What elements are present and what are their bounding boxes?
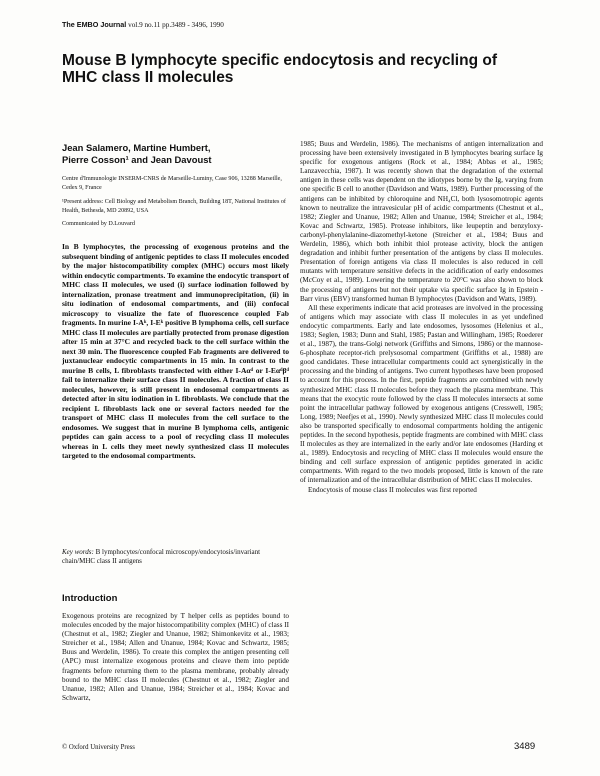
journal-name: The EMBO Journal	[62, 20, 127, 29]
introduction-heading: Introduction	[62, 593, 118, 604]
journal-citation: vol.9 no.11 pp.3489 - 3496, 1990	[126, 21, 224, 29]
present-address: ¹Present address: Cell Biology and Metabolism Branch, Building 18T, National Institutes of Health, Bethesda, MD 20892, USA	[62, 199, 286, 214]
author-list	[62, 142, 287, 166]
author-line-1: Jean Salamero, Martine Humbert,	[62, 142, 211, 153]
keywords	[62, 548, 289, 566]
right-column	[300, 140, 543, 495]
right-paragraph-1: 1985; Buus and Werdelin, 1986). The mechanisms of antigen internalization and processing have been extensively investigated in B lymphocytes bearing surface Ig specific for exogenous antigens (Rock et al., 1984; Abbas et al., 1985; Lanzavecchia, 1987). It was recently shown that the degradation of the external antigen in these cells was dependent on the idiotypes borne by the Ig, varying from one specific B cell to another (Davidson and Watts, 1989). Further processing of the antigens can be inhibited by chloroquine and NH₄Cl, both lysosomotropic agents known to neutralize the intravesicular pH of acidic compartments (Chestnut et al., 1982; Ziegler and Unanue, 1982; Allen and Unanue, 1984; Streicher et al., 1984; Kovac and Schwartz, 1985). Protease inhibitors, like leupeptin and benzyloxy-carbonyl-phenylalanine-diazomethyl-ketone (Streicher et al., 1984; Buus and Werdelin, 1986), which both inhibit thiol protease activity, block the antigen degradation and inhibit further presentation of the antigens by class II molecules. Presentation of foreign antigens via class II molecules is also reduced in cell mutants with temperature sensitive defects in the acidification of early endosomes (McCoy et al., 1989). Lowering the temperature to 20°C was also shown to block the processing of antigens but not their uptake via specific surface Ig in Epstein - Barr virus (EBV) transformed human B lymphocytes (Davidson and Watts, 1989).	[300, 140, 543, 303]
introduction-paragraph: Exogenous proteins are recognized by T helper cells as peptides bound to molecules encoded by the major histocompatibility complex (MHC) of class II (Chestnut et al., 1982; Ziegler and Unanue, 1982; Shimonkevitz et al., 1983; Streicher et al., 1984; Allen and Unanue, 1984; Kovac and Schwartz, 1985; Buus and Werdelin, 1986). To create this complex the antigen presenting cell (APC) must internalize exogenous proteins and cleave them into peptide fragments before returning them to the plasma membrane, probably already bound to the MHC class II molecules (Chestnut et al., 1982; Ziegler and Unanue, 1982; Allen and Unanue, 1984; Streicher et al., 1984; Kovac and Schwartz,	[62, 612, 289, 702]
right-paragraph-2: All these experiments indicate that acid proteases are involved in the processing of antigens which may associate with class II molecules in as yet undefined endocytic compartments. Early and late endosomes, lysosomes (Helenius et al., 1983; Seglen, 1983; Dunn and Stahl, 1985; Pastan and Willingham, 1985; Roederer et al., 1987), the trans-Golgi network (Griffiths and Simons, 1986) or the mannose-6-phosphate receptor-rich prelysosomal compartment (Griffiths et al., 1988) are good candidates. These intracellular compartments could act synergistically in the processing and the binding of antigens. Two current hypotheses have been proposed to account for this process. In the first, peptide fragments are combined with newly synthesized MHC class II molecules before they reach the plasma membrane. This means that the exocytic route followed by the class II molecules intersects at some point the intracellular pathway followed by exogenous antigens (Cresswell, 1985; Long, 1989; Neefjes et al., 1990). Newly synthesized MHC class II molecules could also be transported specifically to endosomal compartments holding the antigenic peptides. In the second hypothesis, peptide fragments are combined with MHC class II molecules as they are internalized in the early and/or late endosomes (Harding et al., 1989). Endocytosis and recycling of MHC class II molecules would ensure the binding and cell surface expression of antigenic peptides generated in acidic compartments. With regard to the two models proposed, little is known of the rate of internalization and of the intracellular distribution of MHC class II molecules.	[300, 303, 543, 485]
page-number: 3489	[514, 741, 536, 752]
author-line-2: Pierre Cosson¹ and Jean Davoust	[62, 154, 212, 165]
abstract: In B lymphocytes, the processing of exogenous proteins and the subsequent binding of antigenic peptides to class II molecules encoded by the major histocompatibility complex (MHC) occurs most likely within endocytic compartments. To examine the endocytic transport of MHC class II molecules, we used (i) surface iodination followed by internalization, pronase treatment and immunoprecipitation, (ii) in situ iodination of endosomal compartments, and (iii) confocal microscopy to visualize the fate of fluorescence coupled Fab fragments. In murine I-Aᵏ, I-Eᵏ positive B lymphoma cells, cell surface MHC class II molecules are partially protected from pronase digestion after 15 min at 37°C and recycled back to the cell surface within the next 30 min. The fluorescence coupled Fab fragments are delivered to juxtanuclear endocytic compartments in 15 min. In contrast to the murine B cells, L fibroblasts transfected with either I-Aαᵈ or I-Eαᵈβᵈ fail to internalize their surface class II molecules. A fraction of class II molecules, however, is still present in endosomal compartments as detected after in situ iodination in L fibroblasts. We conclude that the recipient L fibroblasts lack one or several factors needed for the transport of MHC class II molecules from the cell surface to the endosomes. We suggest that in murine B lymphoma cells, antigenic peptides can gain access to a pool of recycling class II molecules whereas in L cells they meet newly synthesized class II molecules targeted to the endosomal compartments.	[62, 242, 290, 460]
right-paragraph-3: Endocytosis of mouse class II molecules was first reported	[308, 485, 477, 494]
communicated-by: Communicated by D.Louvard	[62, 221, 135, 227]
keywords-label: Key words:	[62, 548, 94, 556]
keywords-text: B lymphocytes/confocal microscopy/endocytosis/invariant chain/MHC class II antigens	[62, 548, 261, 565]
article-title: Mouse B lymphocyte specific endocytosis and recycling of MHC class II molecules	[62, 52, 497, 86]
affiliation: Centre d'Immunologie INSERM-CNRS de Marseille-Luminy, Case 906, 13288 Marseille, Cedex 9, France	[62, 176, 282, 191]
running-header	[62, 20, 224, 29]
copyright-footer: © Oxford University Press	[62, 744, 135, 751]
